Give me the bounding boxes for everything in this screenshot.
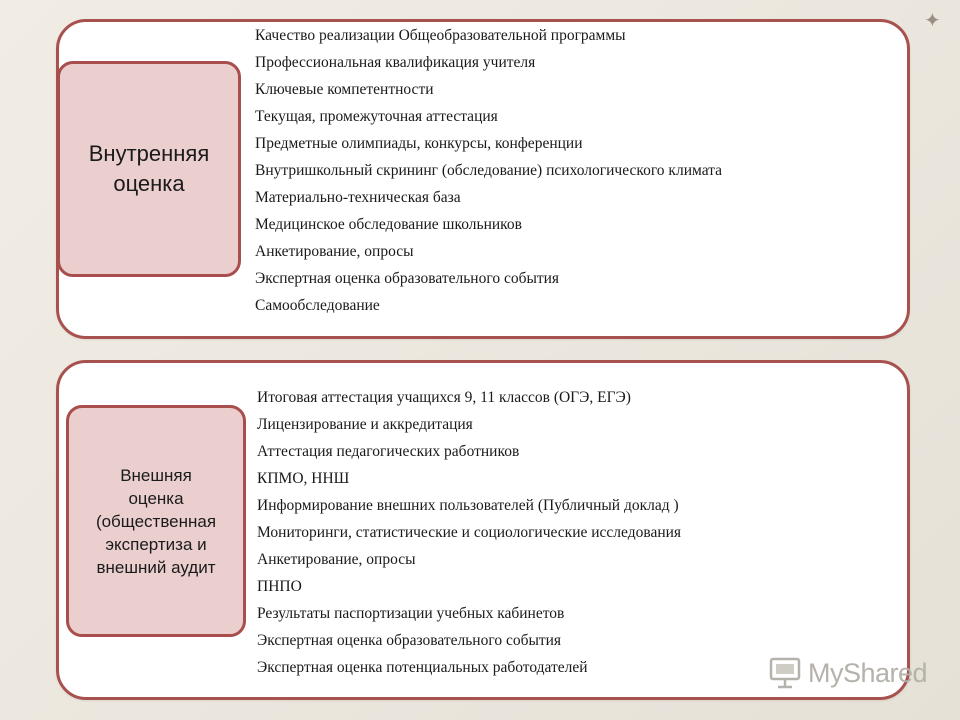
internal-assessment-list: [255, 22, 722, 319]
list-item: Экспертная оценка образовательного события: [255, 270, 560, 287]
list-item: Профессиональная квалификация учителя: [255, 54, 536, 71]
list-item: Лицензирование и аккредитация: [257, 416, 473, 433]
list-item: Аттестация педагогических работников: [257, 443, 520, 460]
list-item: Результаты паспортизации учебных кабинетов: [257, 605, 565, 622]
list-item: Информирование внешних пользователей (Публичный доклад ): [257, 497, 679, 514]
list-item: Ключевые компетентности: [255, 81, 434, 98]
external-assessment-label: [66, 405, 246, 637]
watermark-text: MyShared: [808, 657, 928, 688]
list-item: ПНПО: [257, 578, 302, 595]
list-item: Качество реализации Общеобразовательной программы: [255, 27, 626, 44]
list-item: Экспертная оценка образовательного события: [257, 632, 562, 649]
external-assessment-label-text: Внешняя оценка (общественная экспертиза и внешний аудит: [95, 465, 217, 577]
list-item: Итоговая аттестация учащихся 9, 11 классов (ОГЭ, ЕГЭ): [257, 389, 631, 406]
list-item: Мониторинги, статистические и социологические исследования: [257, 524, 682, 541]
list-item: Анкетирование, опросы: [255, 243, 414, 260]
list-item: Экспертная оценка потенциальных работодателей: [257, 659, 588, 676]
list-item: Материально-техническая база: [255, 189, 461, 206]
internal-assessment-label-text: Внутренняя оценка: [88, 141, 210, 196]
list-item: Самообследование: [255, 297, 380, 314]
list-item: Текущая, промежуточная аттестация: [255, 108, 498, 125]
external-assessment-list: [257, 384, 681, 681]
list-item: Предметные олимпиады, конкурсы, конференции: [255, 135, 583, 152]
internal-assessment-label: [57, 61, 241, 277]
list-item: Анкетирование, опросы: [257, 551, 416, 568]
myshared-watermark: [768, 656, 927, 690]
four-point-star-icon: ✦: [924, 8, 941, 32]
list-item: КПМО, ННШ: [257, 470, 350, 487]
presentation-board-icon: [768, 656, 802, 690]
list-item: Внутришкольный скрининг (обследование) психологического климата: [255, 162, 723, 179]
list-item: Медицинское обследование школьников: [255, 216, 522, 233]
